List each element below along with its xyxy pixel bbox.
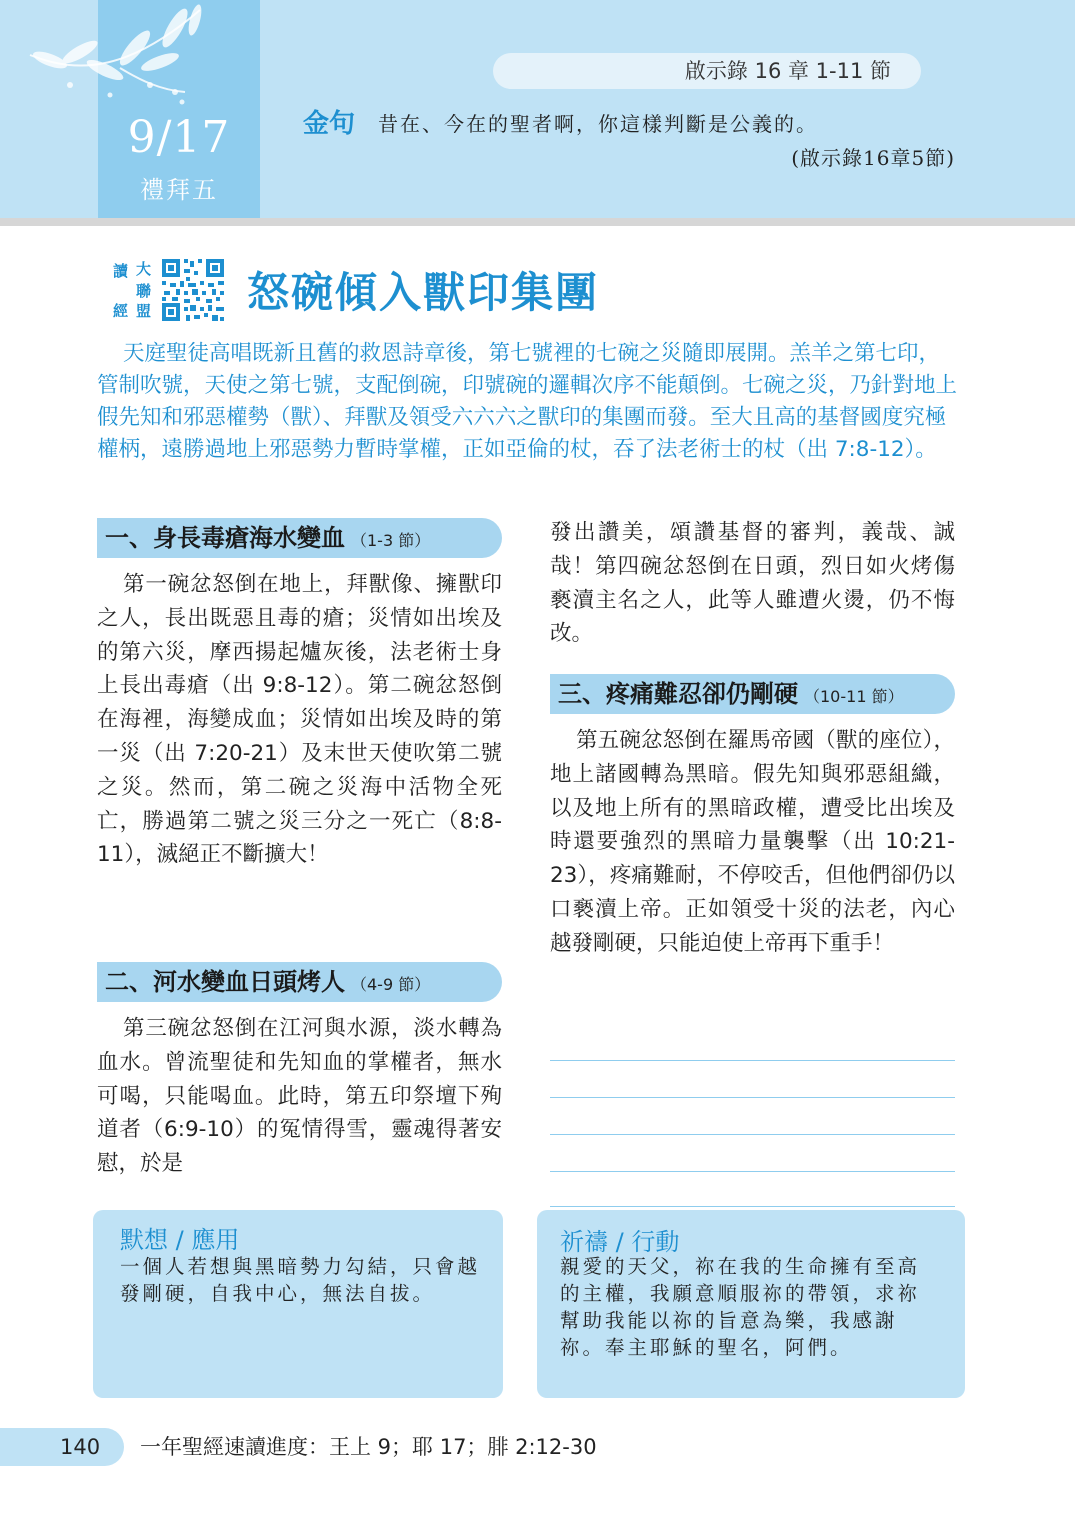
qr-label-big: 大 — [136, 260, 152, 278]
date: 9/17 — [127, 112, 231, 163]
reflection-title: 默想 / 應用 — [120, 1226, 240, 1254]
section-1-body — [97, 568, 502, 872]
section-2-body-continued — [550, 516, 955, 651]
reflection-text: 一個人若想與黑暗勢力勾結，只會越發剛硬，自我中心，無法自拔。 — [120, 1255, 481, 1305]
section-heading-3 — [550, 674, 955, 714]
note-line[interactable] — [550, 1206, 955, 1207]
section-3-title: 三、疼痛難忍卻仍剛硬 — [558, 680, 798, 708]
section-heading-1 — [97, 518, 502, 558]
prayer-text: 親愛的天父，祢在我的生命擁有至高的主權，我願意順服祢的帶領，求祢幫助我能以祢的旨意為樂，我感謝祢。奉主耶穌的聖名，阿們。 — [560, 1255, 921, 1359]
section-2-body — [97, 1012, 502, 1181]
section-1-text: 第一碗忿怒倒在地上，拜獸像、擁獸印之人，長出既惡且毒的瘡；災情如出埃及的第六災，摩西揚起爐灰後，法老術士身上長出毒瘡（出 9:8-12）。第二碗忿怒倒在海裡，海變成血；災情如出埃及時的第一災（出 7:20-21）及末世天使吹第二號之災。然而，第二碗之災海中活物全死亡，勝過第二號之災三分之一死亡（8:8-11），滅絕正不斷擴大！ — [97, 572, 502, 868]
page-number: 140 — [60, 1435, 101, 1459]
qr-label-scripture: 經 — [113, 302, 129, 320]
section-heading-2 — [97, 962, 502, 1002]
section-2-text: 第三碗忿怒倒在江河與水源，淡水轉為血水。曾流聖徒和先知血的掌權者，無水可喝，只能喝血。此時，第五印祭壇下殉道者（6:9-10）的冤情得雪，靈魂得著安慰，於是 — [97, 1016, 502, 1177]
intro-paragraph — [97, 338, 957, 466]
leaf-branch-icon — [10, 0, 230, 115]
qr-label-union: 聯 — [136, 282, 152, 300]
note-line[interactable] — [550, 1171, 955, 1172]
qr-code-icon[interactable] — [160, 257, 226, 323]
section-3-body — [550, 724, 955, 961]
section-2-text-continued: 發出讚美，頌讚基督的審判，義哉、誠哉！第四碗忿怒倒在日頭，烈日如火烤傷褻瀆主名之人，此等人雖遭火燙，仍不悔改。 — [550, 520, 955, 647]
header-divider — [0, 218, 1075, 226]
section-1-verses: （1-3 節） — [351, 531, 431, 550]
section-1-title: 一、身長毒瘡海水變血 — [105, 524, 345, 552]
devotional-title: 怒碗傾入獸印集團 — [247, 268, 600, 317]
prayer-title: 祈禱 / 行動 — [560, 1228, 680, 1256]
qr-label-read: 讀 — [113, 262, 129, 280]
section-3-text: 第五碗忿怒倒在羅馬帝國（獸的座位），地上諸國轉為黑暗。假先知與邪惡組織，以及地上所有的黑暗政權，遭受比出埃及時還要強烈的黑暗力量襲擊（出 10:21-23），疼痛難耐，不停咬舌，但他們卻仍以口褻瀆上帝。正如領受十災的法老，內心越發剛硬，只能迫使上帝再下重手！ — [550, 728, 955, 956]
note-line[interactable] — [550, 1097, 955, 1098]
key-verse-label: 金句 — [303, 109, 356, 139]
key-verse-reference: (啟示錄16章5節) — [791, 146, 955, 170]
section-2-title: 二、河水變血日頭烤人 — [105, 968, 345, 996]
note-line[interactable] — [550, 1134, 955, 1135]
key-verse-text: 昔在、今在的聖者啊，你這樣判斷是公義的。 — [378, 112, 818, 136]
qr-label-league: 盟 — [136, 302, 152, 320]
section-2-verses: （4-9 節） — [351, 975, 431, 994]
intro-text: 天庭聖徒高唱既新且舊的救恩詩章後，第七號裡的七碗之災隨即展開。羔羊之第七印，管制吹號，天使之第七號，支配倒碗，印號碗的邏輯次序不能顛倒。七碗之災，乃針對地上假先知和邪惡權勢（獸）、拜獸及領受六六六之獸印的集團而發。至大且高的基督國度究極權柄，遠勝過地上邪惡勢力暫時掌權，正如亞倫的杖，吞了法老術士的杖（出 7:8-12）。 — [97, 341, 958, 462]
passage-reference: 啟示錄 16 章 1-11 節 — [684, 59, 891, 83]
section-3-verses: （10-11 節） — [804, 687, 904, 706]
reading-progress: 一年聖經速讀進度：王上 9；耶 17；腓 2:12-30 — [140, 1435, 597, 1459]
note-line[interactable] — [550, 1060, 955, 1061]
weekday: 禮拜五 — [140, 176, 218, 204]
